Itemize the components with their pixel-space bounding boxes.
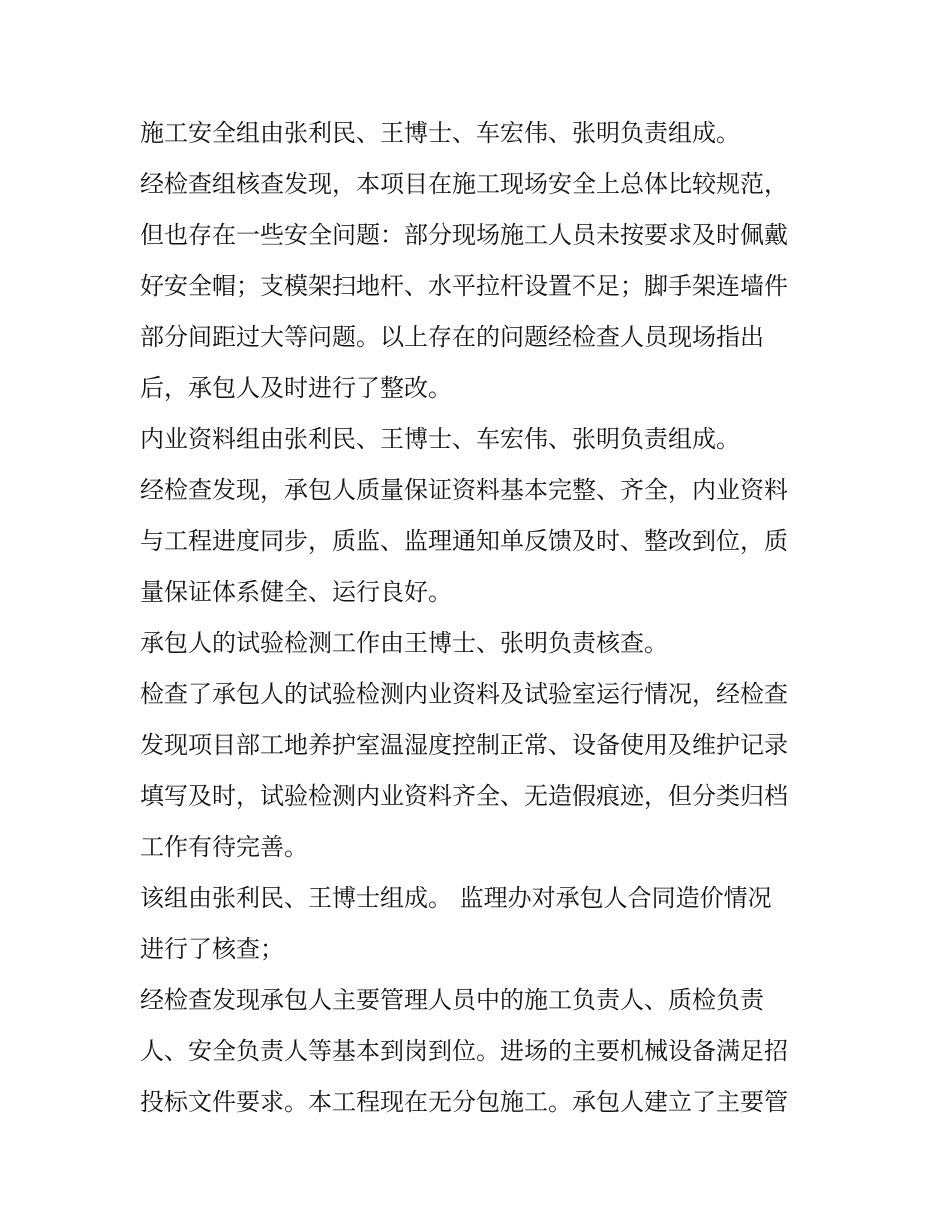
text-line: 投标文件要求。本工程现在无分包施工。承包人建立了主要管 (140, 1088, 788, 1116)
text-line: 部分间距过大等问题。以上存在的问题经检查人员现场指出 (140, 323, 764, 351)
text-line: 经检查发现承包人主要管理人员中的施工负责人、质检负责 (140, 986, 764, 1014)
text-line: 人、安全负责人等基本到岗到位。进场的主要机械设备满足招 (140, 1037, 788, 1065)
text-line: 好安全帽；支模架扫地杆、水平拉杆设置不足；脚手架连墙件 (140, 272, 788, 300)
text-line: 后，承包人及时进行了整改。 (140, 374, 452, 402)
text-line: 施工安全组由张利民、王博士、车宏伟、张明负责组成。 (140, 119, 740, 147)
document-body (140, 108, 820, 1128)
text-line: 发现项目部工地养护室温湿度控制正常、设备使用及维护记录 (140, 731, 788, 759)
text-line: 量保证体系健全、运行良好。 (140, 578, 452, 606)
text-line: 该组由张利民、王博士组成。 监理办对承包人合同造价情况 (140, 884, 772, 912)
text-line: 经检查组核查发现，本项目在施工现场安全上总体比较规范， (140, 170, 788, 198)
text-line: 填写及时，试验检测内业资料齐全、无造假痕迹，但分类归档 (140, 782, 788, 810)
text-line: 检查了承包人的试验检测内业资料及试验室运行情况，经检查 (140, 680, 788, 708)
text-line: 工作有待完善。 (140, 833, 308, 861)
text-line: 但也存在一些安全问题：部分现场施工人员未按要求及时佩戴 (140, 221, 788, 249)
text-line: 进行了核查； (140, 935, 284, 963)
text-line: 与工程进度同步，质监、监理通知单反馈及时、整改到位，质 (140, 527, 788, 555)
text-line: 内业资料组由张利民、王博士、车宏伟、张明负责组成。 (140, 425, 740, 453)
text-line: 经检查发现，承包人质量保证资料基本完整、齐全，内业资料 (140, 476, 788, 504)
text-line: 承包人的试验检测工作由王博士、张明负责核查。 (140, 629, 668, 657)
